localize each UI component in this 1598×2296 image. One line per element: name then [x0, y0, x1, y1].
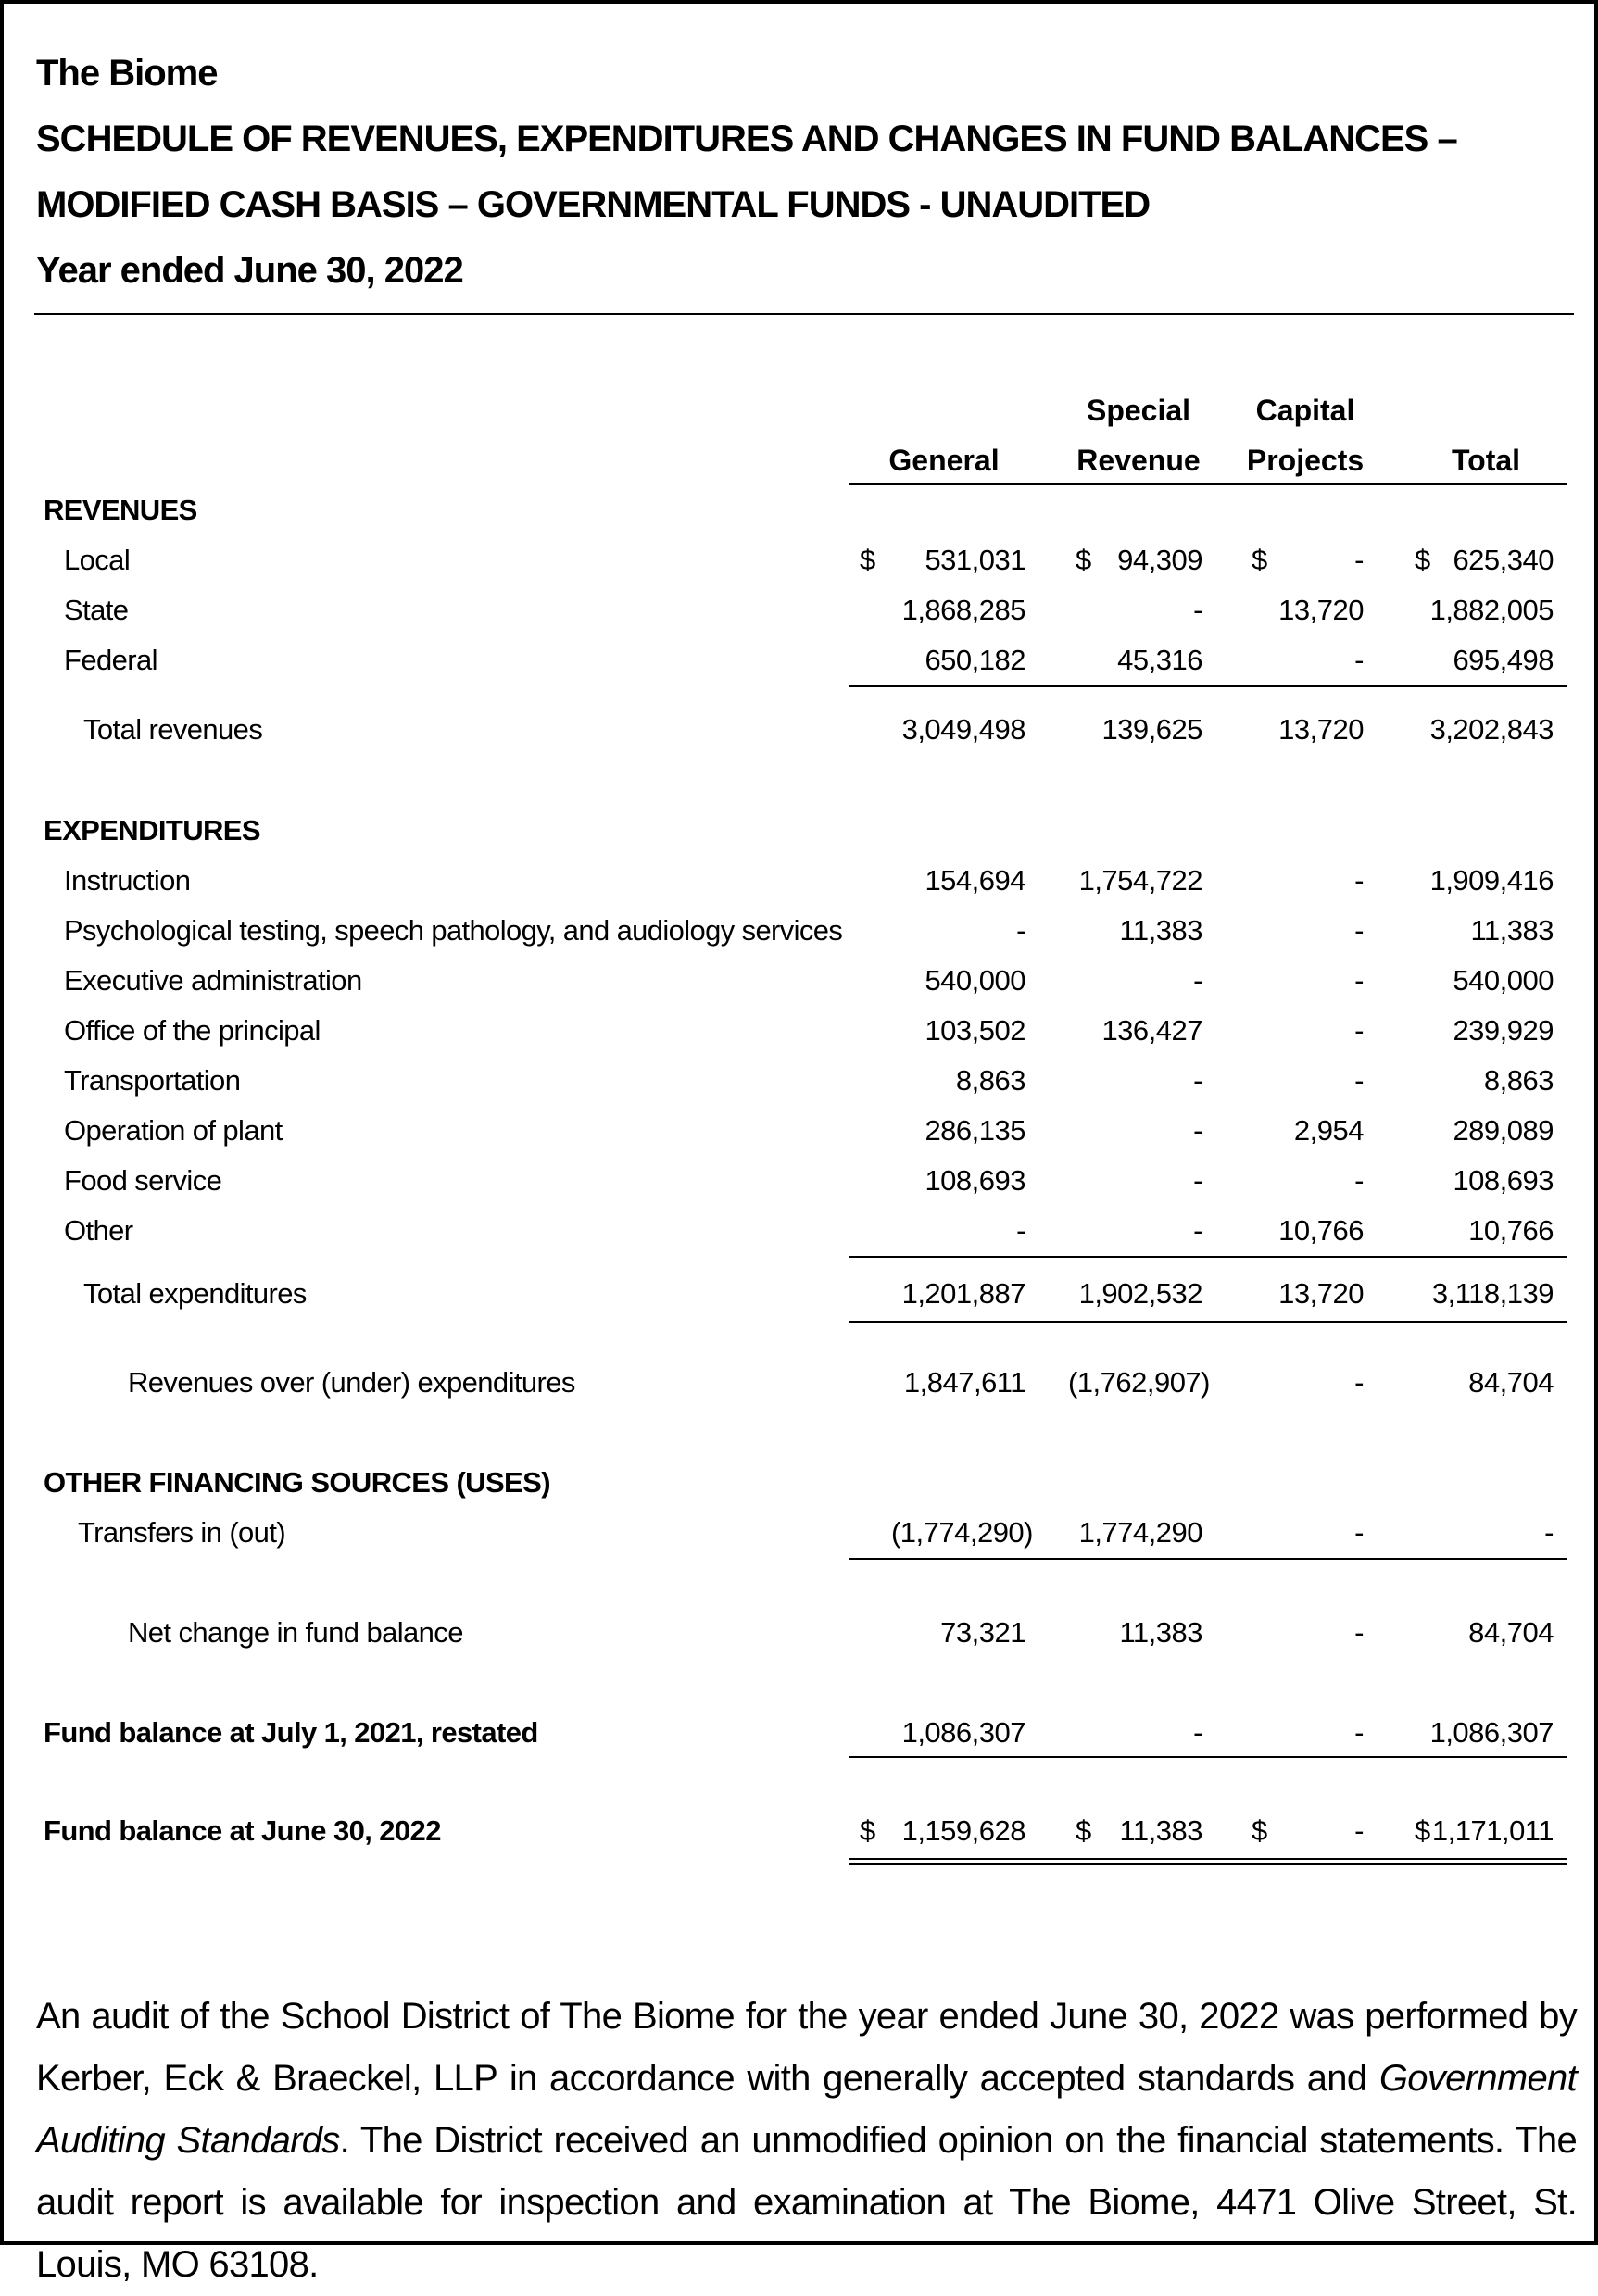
table-row-total-expenditures: Total expenditures 1,201,887 1,902,532 13,720 3,118,139 — [83, 1277, 1554, 1310]
table-row-psychological-services: Psychological testing, speech pathology, and audiology services - 11,383 - 11,383 — [64, 914, 1554, 947]
column-header-special-revenue: Special Revenue — [1076, 394, 1201, 477]
schedule-title-line-2: MODIFIED CASH BASIS – GOVERNMENTAL FUNDS - UNAUDITED — [36, 184, 1151, 225]
column-header-total: Total — [1451, 444, 1521, 477]
table-row-transportation: Transportation 8,863 - - 8,863 — [64, 1064, 1554, 1097]
table-row-federal: Federal 650,182 45,316 - 695,498 — [64, 644, 1554, 676]
table-row-revenues-over-expenditures: Revenues over (under) expenditures 1,847,611 (1,762,907) - 84,704 — [128, 1366, 1554, 1399]
document-header — [36, 41, 1562, 304]
table-row-food-service: Food service 108,693 - - 108,693 — [64, 1164, 1554, 1197]
header-divider — [34, 313, 1574, 315]
schedule-title-line-1: SCHEDULE OF REVENUES, EXPENDITURES AND CHANGES IN FUND BALANCES – — [36, 119, 1457, 159]
table-row-state: State 1,868,285 - 13,720 1,882,005 — [64, 594, 1554, 626]
subtotal-rule — [849, 1756, 1567, 1758]
column-header-general: General — [888, 444, 1000, 477]
table-row-total-revenues: Total revenues 3,049,498 139,625 13,720 3,202,843 — [83, 713, 1554, 746]
subtotal-rule — [849, 1256, 1567, 1258]
reporting-period: Year ended June 30, 2022 — [36, 250, 463, 291]
table-row-fund-balance-june: Fund balance at June 30, 2022 $ 1,159,628 $ 11,383 $ - $ 1,171,011 — [44, 1814, 1554, 1847]
table-row-other: Other - - 10,766 10,766 — [64, 1214, 1554, 1247]
table-row-transfers: Transfers in (out) (1,774,290) 1,774,290 - - — [78, 1516, 1554, 1549]
subtotal-rule — [849, 685, 1567, 687]
audit-footnote: An audit of the School District of The Biome for the year ended June 30, 2022 was performed by Kerber, Eck & Braeckel, LLP in accordance with generally accepted standards and Government Auditing Standards. The District received an unmodified opinion on the financial statements. The audit report is available for inspection and examination at The Biome, 4471 Olive Street, St. Louis, MO 63108. — [36, 1996, 1577, 2285]
table-row-instruction: Instruction 154,694 1,754,722 - 1,909,416 — [64, 864, 1554, 897]
section-heading-revenues: REVENUES — [44, 494, 197, 526]
table-row-local: Local $ 531,031 $ 94,309 $ - $ 625,340 — [64, 544, 1554, 576]
organization-name: The Biome — [36, 53, 218, 94]
table-row-office-of-principal: Office of the principal 103,502 136,427 - 239,929 — [64, 1014, 1554, 1047]
section-heading-expenditures: EXPENDITURES — [44, 814, 260, 847]
table-row-operation-of-plant: Operation of plant 286,135 - 2,954 289,089 — [64, 1114, 1554, 1147]
grand-total-double-rule — [849, 1858, 1567, 1865]
footnote-italic-standards: Government Auditing Standards — [36, 2058, 1577, 2161]
section-heading-other-financing: OTHER FINANCING SOURCES (USES) — [44, 1466, 550, 1499]
table-row-fund-balance-july: Fund balance at July 1, 2021, restated 1,086,307 - - 1,086,307 — [44, 1716, 1554, 1749]
subtotal-rule — [849, 1558, 1567, 1560]
table-row-executive-administration: Executive administration 540,000 - - 540,000 — [64, 964, 1554, 997]
subtotal-rule — [849, 1321, 1567, 1323]
column-header-capital-projects: Capital Projects — [1246, 394, 1365, 477]
table-row-net-change: Net change in fund balance 73,321 11,383 - 84,704 — [128, 1616, 1554, 1649]
